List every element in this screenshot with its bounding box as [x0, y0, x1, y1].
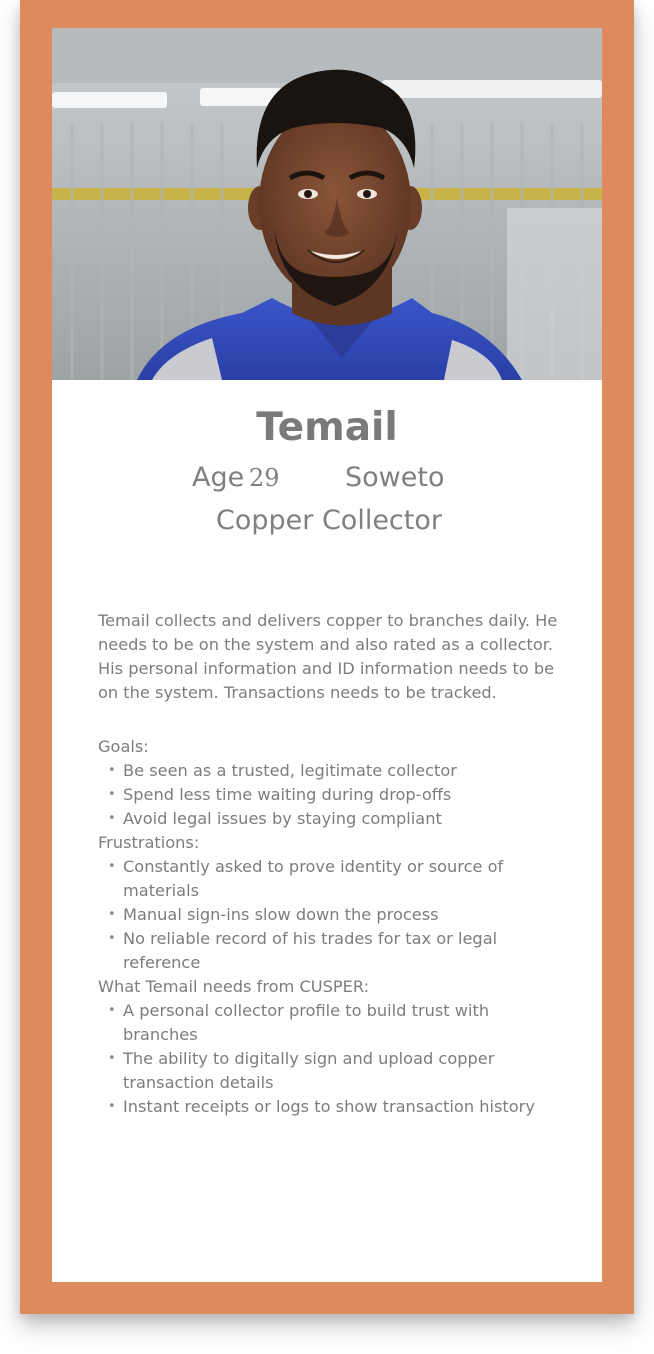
- list-item: • Be seen as a trusted, legitimate collector: [98, 759, 558, 783]
- list-item: • A personal collector profile to build trust with branches: [108, 1001, 490, 1044]
- persona-name: Temail: [256, 405, 398, 450]
- persona-frame: [20, 0, 634, 1314]
- list-item: • No reliable record of his trades for tax or legal reference: [108, 929, 498, 972]
- frustrations-list: [98, 855, 558, 975]
- section-goals: [98, 735, 558, 831]
- bullet-icon: •: [108, 811, 116, 826]
- bullet-icon: •: [108, 907, 116, 922]
- bullet-icon: •: [108, 1051, 116, 1066]
- persona-details: [98, 609, 558, 1119]
- list-item: • Manual sign-ins slow down the process: [98, 903, 558, 927]
- bullet-icon: •: [108, 931, 116, 946]
- age-value: 29: [249, 464, 280, 492]
- persona-bio: Temail collects and delivers copper to branches daily. He needs to be on the system and also rated as a collector. His personal information and ID information needs to be on the system. Transactions needs to be tracked.: [98, 611, 558, 702]
- needs-list: [98, 999, 558, 1119]
- persona-meta: [52, 458, 602, 498]
- bullet-icon: •: [108, 787, 116, 802]
- goals-list: [98, 759, 558, 831]
- persona-role: Copper Collector: [216, 505, 442, 536]
- age-label: Age: [192, 462, 245, 493]
- list-item: • Instant receipts or logs to show transaction history: [98, 1095, 558, 1119]
- persona-card: [52, 28, 602, 1282]
- section-title: Goals:: [98, 737, 149, 756]
- list-item: • Constantly asked to prove identity or source of materials: [108, 857, 504, 900]
- bullet-icon: •: [108, 859, 116, 874]
- bullet-icon: •: [108, 1099, 116, 1114]
- section-frustrations: [98, 831, 558, 975]
- list-item: • Spend less time waiting during drop-offs: [98, 783, 558, 807]
- section-title: What Temail needs from CUSPER:: [98, 977, 370, 996]
- section-title: Frustrations:: [98, 833, 200, 852]
- persona-location: Soweto: [345, 462, 445, 493]
- list-item: • The ability to digitally sign and upload copper transaction details: [108, 1049, 495, 1092]
- list-item: • Avoid legal issues by staying compliant: [98, 807, 558, 831]
- profile-photo: [52, 28, 602, 380]
- section-needs: [98, 975, 558, 1119]
- bullet-icon: •: [108, 763, 116, 778]
- bullet-icon: •: [108, 1003, 116, 1018]
